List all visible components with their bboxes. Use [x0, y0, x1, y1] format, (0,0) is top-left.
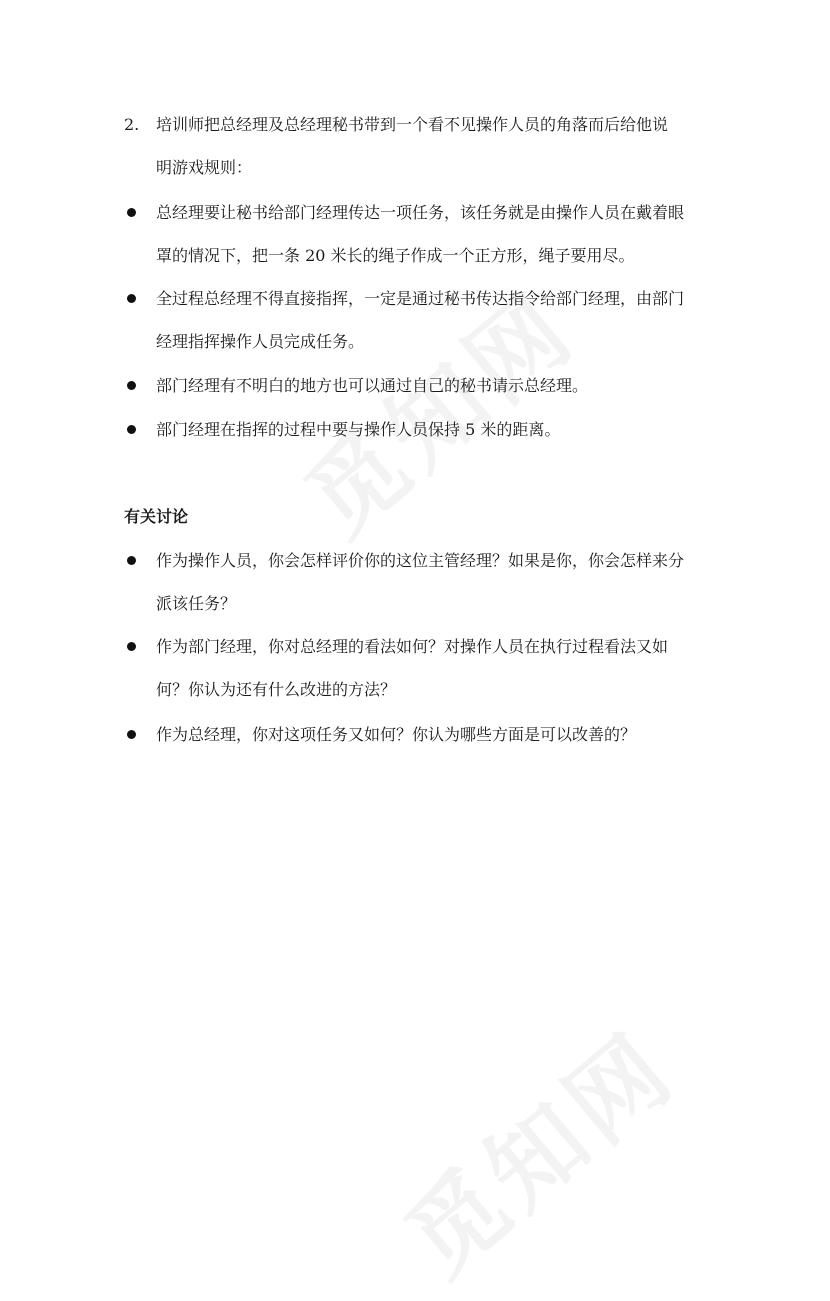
discussion-text-line: 何？你认为还有什么改进的方法？ — [156, 680, 397, 699]
discussion-text-line: 作为总经理，你对这项任务又如何？你认为哪些方面是可以改善的？ — [156, 725, 637, 744]
rule-text-line: 部门经理有不明白的地方也可以通过自己的秘书请示总经理。 — [156, 376, 589, 395]
rule-text-line: 经理指挥操作人员完成任务。 — [156, 332, 365, 351]
discussion-text-line: 作为操作人员，你会怎样评价你的这位主管经理？如果是你，你会怎样来分 — [156, 551, 685, 570]
bullet-icon — [127, 730, 136, 739]
bullet-icon — [127, 381, 136, 390]
rule-text-line: 罩的情况下，把一条 20 米长的绳子作成一个正方形，绳子要用尽。 — [156, 246, 635, 265]
step-text-line: 培训师把总经理及总经理秘书带到一个看不见操作人员的角落而后给他说 — [156, 115, 669, 134]
discussion-text-line: 作为部门经理，你对总经理的看法如何？对操作人员在执行过程看法又如 — [156, 637, 669, 656]
watermark — [372, 996, 699, 1301]
bullet-icon — [127, 425, 136, 434]
rule-text-line: 部门经理在指挥的过程中要与操作人员保持 5 米的距离。 — [156, 420, 561, 439]
step-text-line: 明游戏规则： — [156, 158, 253, 177]
rule-text-line: 总经理要让秘书给部门经理传达一项任务，该任务就是由操作人员在戴着眼 — [156, 203, 685, 222]
bullet-icon — [127, 208, 136, 217]
discussion-text-line: 派该任务？ — [156, 594, 237, 613]
bullet-icon — [127, 556, 136, 565]
bullet-icon — [127, 294, 136, 303]
bullet-icon — [127, 642, 136, 651]
step-number: 2. — [124, 115, 140, 134]
rule-text-line: 全过程总经理不得直接指挥，一定是通过秘书传达指令给部门经理，由部门 — [156, 289, 685, 308]
section-heading: 有关讨论 — [124, 507, 189, 526]
